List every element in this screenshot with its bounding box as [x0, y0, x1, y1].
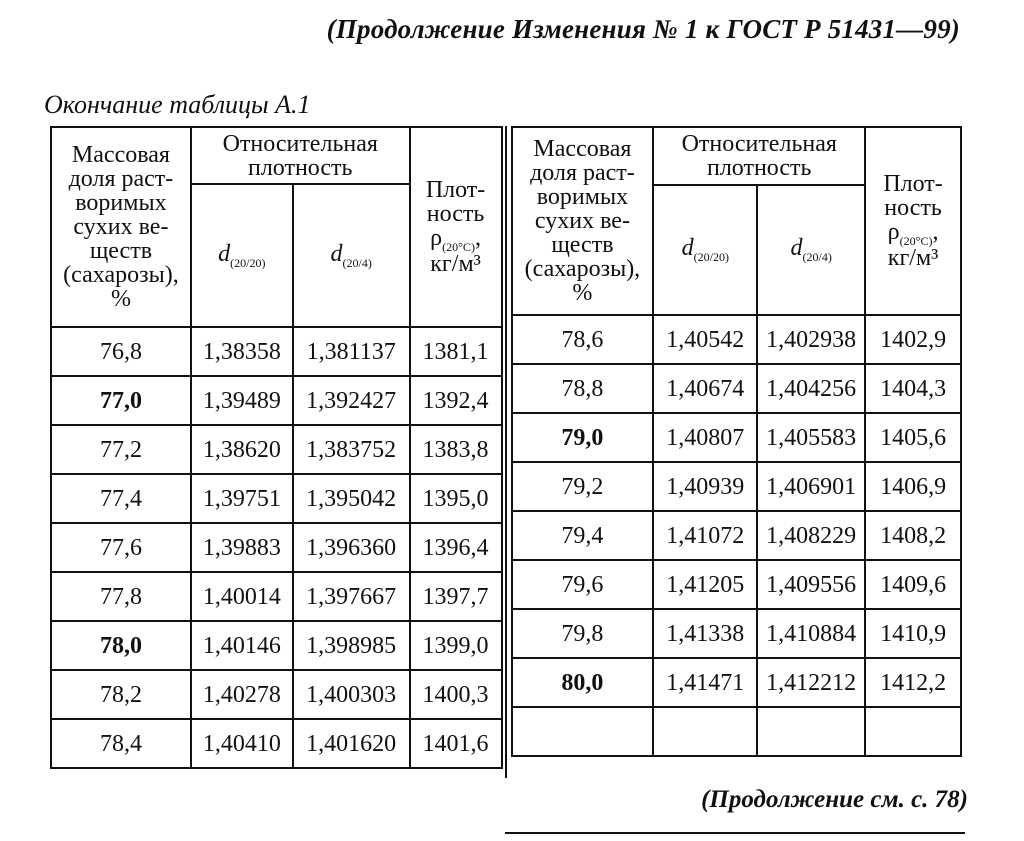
- header-mass-fraction-right: Массовая доля раст- воримых сухих ве- ществ (сахарозы), %: [512, 127, 654, 315]
- cell-d204: 1,406901: [757, 462, 865, 511]
- cell-d204: 1,402938: [757, 315, 865, 364]
- cell-mass-fraction: 77,6: [51, 523, 191, 572]
- cell-d204: 1,410884: [757, 609, 865, 658]
- cell-mass-fraction: 78,8: [512, 364, 654, 413]
- table-row: [512, 560, 962, 609]
- table-row: [512, 315, 962, 364]
- table-row: [512, 511, 962, 560]
- cell-d204: 1,398985: [293, 621, 410, 670]
- document-header: (Продолжение Изменения № 1 к ГОСТ Р 51431—99): [326, 14, 960, 44]
- cell-empty: [653, 707, 757, 756]
- cell-d204: 1,401620: [293, 719, 410, 768]
- cell-d2020: 1,40410: [191, 719, 293, 768]
- cell-d2020: 1,41471: [653, 658, 757, 707]
- table-row: [51, 572, 502, 621]
- cell-mass-fraction: 76,8: [51, 327, 191, 376]
- cell-d2020: 1,39489: [191, 376, 293, 425]
- header-d204: $d_{(20/4)}$: [293, 184, 410, 327]
- cell-d204: 1,405583: [757, 413, 865, 462]
- cell-mass-fraction: 78,6: [512, 315, 654, 364]
- table-row: [51, 327, 502, 376]
- table-row: [51, 474, 502, 523]
- cell-d204: 1,412212: [757, 658, 865, 707]
- table-row: [512, 364, 962, 413]
- cell-mass-fraction: 78,4: [51, 719, 191, 768]
- cell-density: 1409,6: [865, 560, 961, 609]
- cell-mass-fraction: 79,6: [512, 560, 654, 609]
- density-table: [50, 126, 962, 778]
- cell-empty: [512, 707, 654, 756]
- footer-rule: [505, 832, 965, 834]
- cell-density: 1399,0: [410, 621, 502, 670]
- table-row: [51, 523, 502, 572]
- cell-density: 1381,1: [410, 327, 502, 376]
- cell-density: 1406,9: [865, 462, 961, 511]
- cell-density: 1397,7: [410, 572, 502, 621]
- cell-mass-fraction: 79,8: [512, 609, 654, 658]
- table-row: [51, 376, 502, 425]
- header-d2020-right: $d_{(20/20)}$: [653, 185, 757, 315]
- table-row-empty: [512, 707, 962, 756]
- header-relative-density: Относительная плотность: [191, 127, 410, 184]
- header-d2020: $d_{(20/20)}$: [191, 184, 293, 327]
- table-row: [51, 425, 502, 474]
- header-density-right: Плот- ность $\rho_{(20^\circ С)}$, кг/м³: [865, 127, 961, 315]
- cell-d204: 1,392427: [293, 376, 410, 425]
- cell-density: 1408,2: [865, 511, 961, 560]
- table-row: [51, 719, 502, 768]
- cell-d204: 1,381137: [293, 327, 410, 376]
- table-caption: Окончание таблицы А.1: [44, 90, 311, 119]
- header-d204-right: $d_{(20/4)}$: [757, 185, 865, 315]
- cell-density: 1396,4: [410, 523, 502, 572]
- cell-d204: 1,408229: [757, 511, 865, 560]
- cell-d2020: 1,40014: [191, 572, 293, 621]
- cell-d2020: 1,41338: [653, 609, 757, 658]
- cell-d204: 1,396360: [293, 523, 410, 572]
- cell-density: 1404,3: [865, 364, 961, 413]
- cell-density: 1383,8: [410, 425, 502, 474]
- table-row: [51, 621, 502, 670]
- cell-d204: 1,404256: [757, 364, 865, 413]
- cell-empty: [757, 707, 865, 756]
- cell-d2020: 1,40939: [653, 462, 757, 511]
- cell-density: 1401,6: [410, 719, 502, 768]
- cell-d2020: 1,41072: [653, 511, 757, 560]
- cell-mass-fraction: 77,4: [51, 474, 191, 523]
- cell-density: 1402,9: [865, 315, 961, 364]
- cell-d2020: 1,40807: [653, 413, 757, 462]
- cell-d204: 1,383752: [293, 425, 410, 474]
- header-relative-density-right: Относительная плотность: [653, 127, 865, 185]
- cell-density: 1412,2: [865, 658, 961, 707]
- table-row: [512, 413, 962, 462]
- table-row: [51, 670, 502, 719]
- cell-d2020: 1,40542: [653, 315, 757, 364]
- cell-density: 1392,4: [410, 376, 502, 425]
- cell-d2020: 1,38620: [191, 425, 293, 474]
- cell-d204: 1,409556: [757, 560, 865, 609]
- table-row: [512, 658, 962, 707]
- cell-d2020: 1,38358: [191, 327, 293, 376]
- cell-d2020: 1,39751: [191, 474, 293, 523]
- cell-density: 1405,6: [865, 413, 961, 462]
- density-table-right: [511, 126, 963, 757]
- table-row: [512, 462, 962, 511]
- cell-d2020: 1,40278: [191, 670, 293, 719]
- continuation-note: (Продолжение см. с. 78): [701, 786, 968, 813]
- cell-mass-fraction: 78,0: [51, 621, 191, 670]
- cell-d204: 1,397667: [293, 572, 410, 621]
- cell-mass-fraction: 79,2: [512, 462, 654, 511]
- cell-mass-fraction: 77,0: [51, 376, 191, 425]
- cell-d2020: 1,41205: [653, 560, 757, 609]
- cell-d204: 1,395042: [293, 474, 410, 523]
- cell-mass-fraction: 79,4: [512, 511, 654, 560]
- header-mass-fraction: Массовая доля раст- воримых сухих ве- ществ (сахарозы), %: [51, 127, 191, 327]
- cell-mass-fraction: 77,8: [51, 572, 191, 621]
- cell-mass-fraction: 80,0: [512, 658, 654, 707]
- cell-d2020: 1,40674: [653, 364, 757, 413]
- cell-empty: [865, 707, 961, 756]
- header-density: Плот- ность $\rho_{(20^\circ С)}$, кг/м³: [410, 127, 502, 327]
- table-row: [512, 609, 962, 658]
- cell-mass-fraction: 77,2: [51, 425, 191, 474]
- cell-d2020: 1,40146: [191, 621, 293, 670]
- density-table-left: [50, 126, 503, 769]
- cell-mass-fraction: 79,0: [512, 413, 654, 462]
- cell-density: 1410,9: [865, 609, 961, 658]
- cell-d2020: 1,39883: [191, 523, 293, 572]
- cell-density: 1395,0: [410, 474, 502, 523]
- cell-density: 1400,3: [410, 670, 502, 719]
- cell-d204: 1,400303: [293, 670, 410, 719]
- cell-mass-fraction: 78,2: [51, 670, 191, 719]
